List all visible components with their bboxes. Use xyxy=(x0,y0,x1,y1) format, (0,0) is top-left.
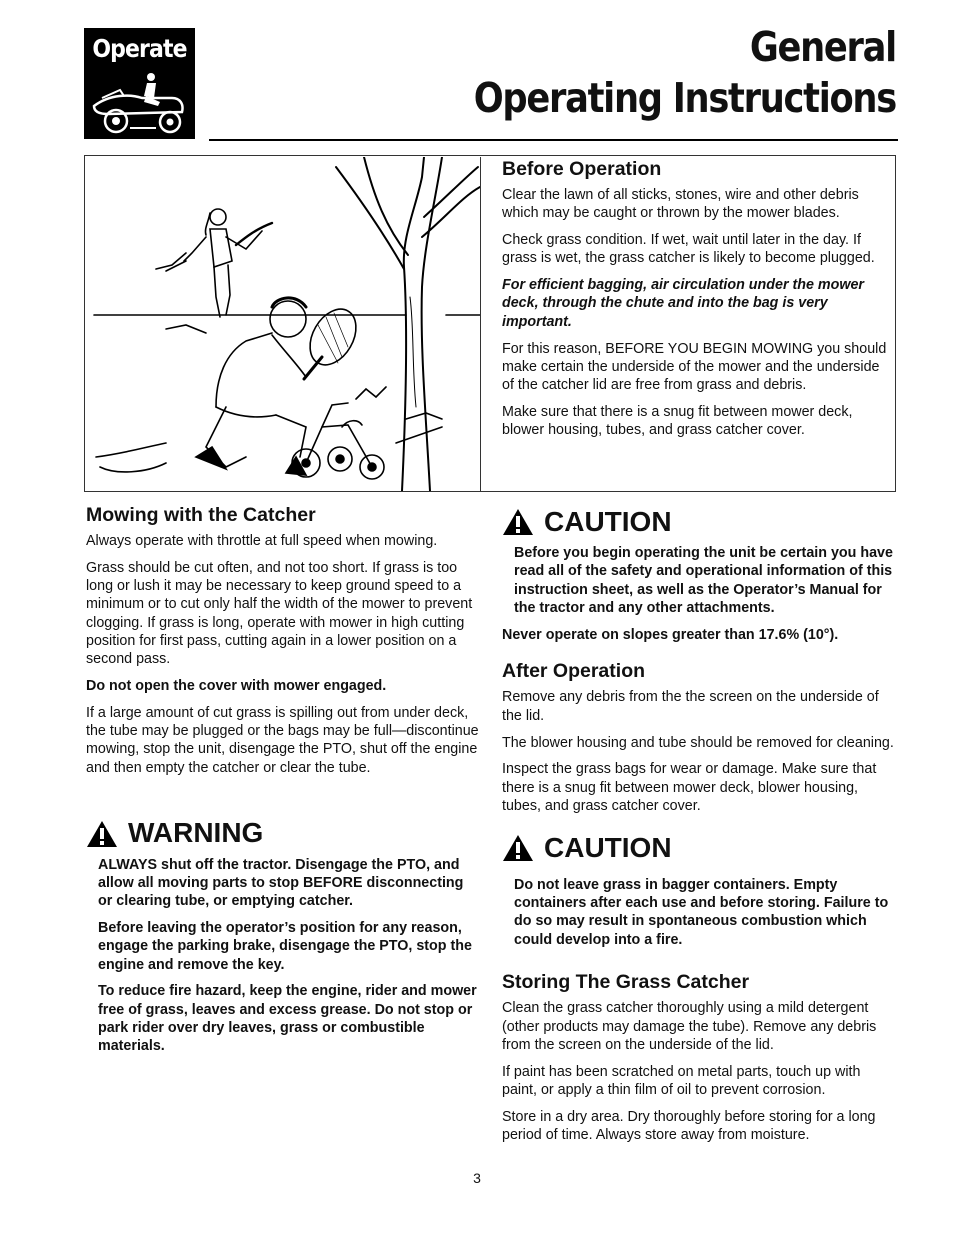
title-line-2: Operating Instructions xyxy=(473,74,896,122)
mowing-p2: Grass should be cut often, and not too short. If grass is too long or lush it may be necessary to keep ground speed to a minimum or to cut only half the width of the mower to prevent clogging. If grass is long, operate with mower in high cutting position for first pass, cutting again in a lower position on a second pass. xyxy=(86,559,473,668)
storing-heading: Storing The Grass Catcher xyxy=(502,971,750,994)
warning-title-text: WARNING xyxy=(128,817,264,849)
after-operation-heading: After Operation xyxy=(502,660,646,683)
right-column xyxy=(502,504,898,1153)
left-column xyxy=(86,504,480,1064)
mowing-heading: Mowing with the Catcher xyxy=(86,504,316,526)
page-number: 3 xyxy=(473,1170,481,1186)
before-operation-p2: Check grass condition. If wet, wait until later in the day. If grass is wet, the grass catcher is likely to become plugged. xyxy=(502,232,875,267)
after-p3: Inspect the grass bags for wear or damage. Make sure that there is a snug fit between mower deck, blower housing, tubes, and grass catcher cover. xyxy=(502,761,877,814)
before-operation-section xyxy=(502,158,890,448)
page-title xyxy=(474,22,896,124)
warning-triangle-icon xyxy=(502,834,534,862)
mowing-p3: Do not open the cover with mower engaged. xyxy=(86,678,387,695)
warning-p1: ALWAYS shut off the tractor. Disengage the PTO, and allow all moving parts to stop BEFORE disconnecting or clearing tube, or emptying catcher. xyxy=(98,856,464,910)
caution-title-1-text: CAUTION xyxy=(544,505,672,537)
storing-p3: Store in a dry area. Dry thoroughly before storing for a long period of time. Always store away from moisture. xyxy=(502,1108,876,1144)
caution-body-2 xyxy=(502,876,898,949)
before-operation-p3: For efficient bagging, air circulation under the mower deck, through the chute and into the bag is very important. xyxy=(502,277,864,330)
caution2-p1: Do not leave grass in bagger containers. Empty containers after each use and before storing. Failure to do so may result in spontaneous combustion which could develop into a fire. xyxy=(514,876,889,948)
caution-title-2 xyxy=(502,830,898,866)
after-p2: The blower housing and tube should be removed for cleaning. xyxy=(502,734,894,751)
caution-title-2-text: CAUTION xyxy=(544,831,672,863)
warning-body xyxy=(86,856,480,1056)
before-operation-heading: Before Operation xyxy=(502,158,662,180)
before-operation-p4: For this reason, BEFORE YOU BEGIN MOWING you should make certain the underside of the mower and the underside of the catcher lid are free from grass and debris. xyxy=(502,340,887,394)
warning-triangle-icon xyxy=(502,508,534,536)
title-line-1: General xyxy=(749,23,896,71)
warning-p2: Before leaving the operator’s position for any reason, engage the parking brake, disengage the PTO, stop the engine and remove the key. xyxy=(98,919,472,973)
caution-title-1 xyxy=(502,504,898,540)
warning-title xyxy=(86,816,480,852)
riding-mower-icon xyxy=(90,72,189,134)
badge-label: Operate xyxy=(92,34,187,63)
caution1-p2: Never operate on slopes greater than 17.6% (10°). xyxy=(502,626,839,643)
storing-p1: Clean the grass catcher thoroughly using a mild detergent (other products may damage the tube). Remove any debris from the screen on the underside of the lid. xyxy=(502,1000,877,1054)
mowing-p1: Always operate with throttle at full speed when mowing. xyxy=(86,533,438,549)
header-rule xyxy=(209,139,898,141)
before-operation-p1: Clear the lawn of all sticks, stones, wire and other debris which may be caught or thrown by the mower blades. xyxy=(502,187,859,222)
storing-p2: If paint has been scratched on metal parts, touch up with paint, or apply a thin film of oil to prevent corrosion. xyxy=(502,1063,861,1099)
before-operation-p5: Make sure that there is a snug fit between mower deck, blower housing, tubes, and grass catcher cover. xyxy=(502,403,853,439)
caution-body-1 xyxy=(502,544,898,617)
clearing-lawn-illustration xyxy=(86,157,481,491)
mowing-p4: If a large amount of cut grass is spilling out from under deck, the tube may be plugged or the bags may be full—discontinue mowing, stop the unit, disengage the PTO, shut off the engine and then empty the catcher or clear the tube. xyxy=(86,704,479,776)
warning-triangle-icon xyxy=(86,820,118,848)
operate-badge xyxy=(84,28,195,139)
after-p1: Remove any debris from the the screen on the underside of the lid. xyxy=(502,689,879,724)
caution1-p1: Before you begin operating the unit be certain you have read all of the safety and operational information of this instruction sheet, as well as the Operator’s Manual for the tractor and any other attachments. xyxy=(514,545,893,616)
warning-p3: To reduce fire hazard, keep the engine, rider and mower free of grass, leaves and excess grease. Do not stop or park rider over dry leaves, grass or combustible materials. xyxy=(98,983,477,1055)
